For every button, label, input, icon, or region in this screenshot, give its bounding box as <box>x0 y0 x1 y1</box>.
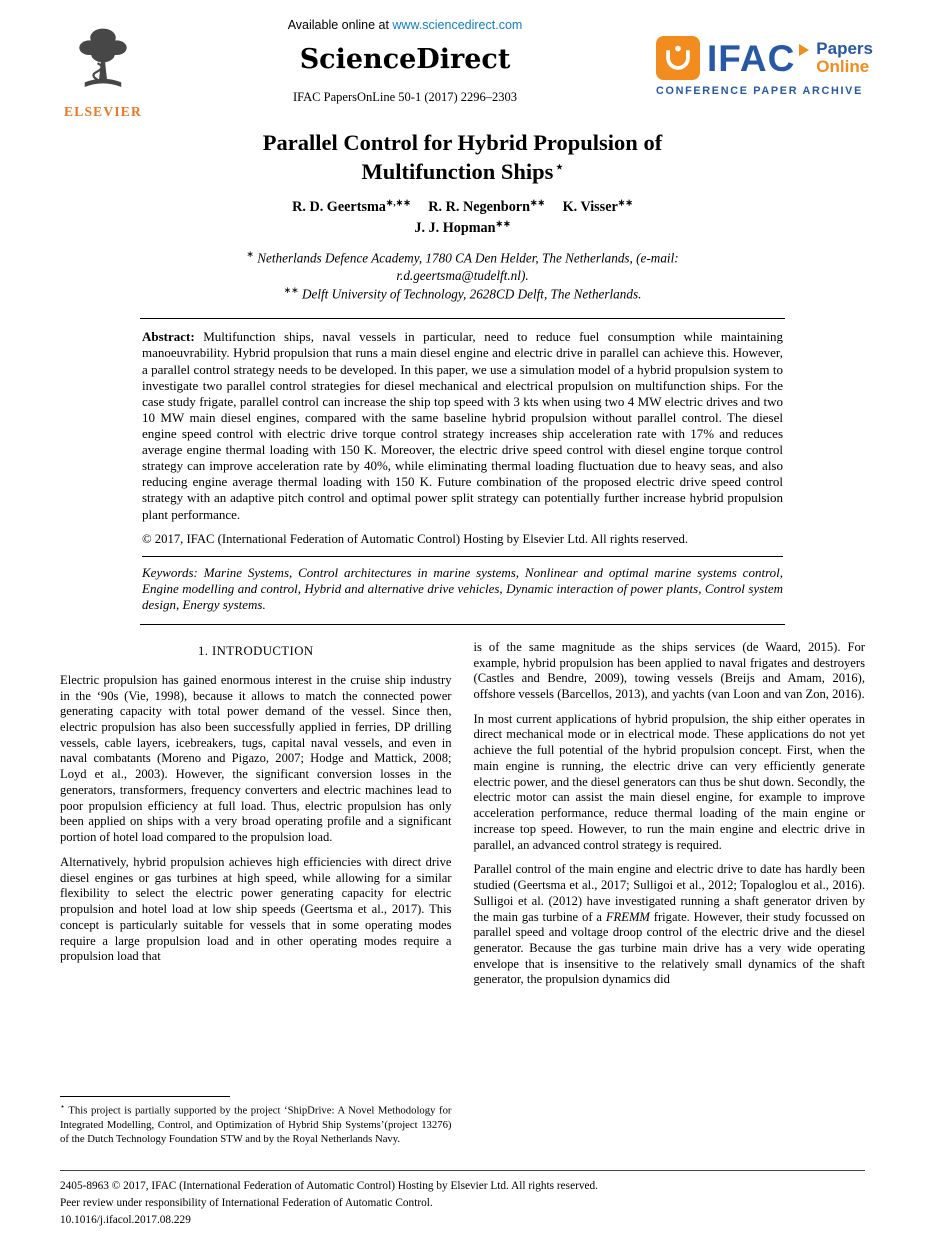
section-heading-introduction: 1. INTRODUCTION <box>198 643 314 658</box>
page-footer <box>60 1170 865 1229</box>
paragraph-text: frigate. However, their study focussed on parallel speed and voltage droop control of the electric drive and the diesel generator. Because the gas turbine main drive has a very wide operating envelope that is insensitive to the relatively small dynamics of the shaft generator, the propulsion dynamics did <box>473 909 866 987</box>
affiliation-text: Netherlands Defence Academy, 1780 CA Den Helder, The Netherlands, (e-mail: r.d.geertsma@tudelft.nl). <box>253 250 679 284</box>
footnote-rule <box>60 1096 230 1097</box>
journal-citation: IFAC PapersOnLine 50-1 (2017) 2296–2303 <box>292 90 518 104</box>
ifac-tagline: CONFERENCE PAPER ARCHIVE <box>656 85 863 97</box>
author-affil-marker: ∗,∗∗ <box>385 197 411 208</box>
paragraph <box>474 862 866 988</box>
paragraph: is of the same magnitude as the ships services (de Waard, 2015). For example, hybrid propulsion has been applied to naval frigates and destroyers (Castles and Bendre, 2009), towing vessels (Breijs and Amam, 2016), offshore vessels (Barcellos, 2013), and yachts (van Loon and van Zon, 2016). <box>473 639 865 701</box>
title-line-1: Parallel Control for Hybrid Propulsion of <box>262 130 663 155</box>
abstract-paragraph <box>142 329 783 522</box>
available-online-line <box>145 18 665 32</box>
ifac-arrow-icon <box>799 44 809 56</box>
header-center <box>145 18 665 105</box>
abstract-text: Multifunction ships, naval vessels in particular, need to reduce fuel consumption while maintaining manoeuvrability. Hybrid propulsion that runs a main diesel engine and electric drive in parallel can achieve this. However, a parallel control strategy needs to be developed. In this paper, we use a simulation model of a hybrid propulsion system to investigate two parallel control strategies for diesel mechanical and electrical propulsion on multifunction ships. For the case study frigate, parallel control can increase the ship top speed with 3 kts when using two 4 MW electric drives and two 10 MW main diesel engines, compared with the same baseline hybrid propulsion without parallel control. The diesel engine speed control with electric drive torque control strategy increases ship acceleration rate with 17% and reduces average engine thermal loading with 150 K. Moreover, the electric drive speed control with diesel engine torque control strategy can improve acceleration rate by 40%, while eliminating thermal loading fluctuation due to heavy seas, and also reducing engine average thermal loading with 150 K. Future combination of the proposed electric drive speed control strategy with an adaptive pitch control and optimal power split strategy can potentially further increase hybrid propulsion plant performance. <box>142 329 783 522</box>
footer-doi: 10.1016/j.ifacol.2017.08.229 <box>60 1213 191 1226</box>
affiliation-line <box>60 285 865 303</box>
footer-issn-copyright: 2405-8963 © 2017, IFAC (International Federation of Automatic Control) Hosting by Elsevier Ltd. All rights reserved. <box>60 1180 598 1192</box>
affiliation-line <box>233 249 693 284</box>
affiliation-marker: ∗∗ <box>283 284 299 295</box>
keywords-label: Keywords: <box>142 564 198 580</box>
paragraph-text: Parallel control of the main engine and electric drive to date has hardly been studied (Geertsma et al., 2017; Sulligoi et al., 2012; Topaloglou et al., 2016). Sulligoi et al. (2012) have investigated running a shaft generator driven by the main gas turbine of a <box>473 862 865 924</box>
title-footnote <box>60 1096 452 1146</box>
two-column-body <box>60 640 865 1146</box>
author-name: R. R. Negenborn <box>428 199 530 216</box>
left-column <box>60 640 452 1146</box>
author-affil-marker: ∗∗ <box>495 218 511 229</box>
author <box>428 199 545 215</box>
abstract-divider-rule <box>142 556 783 557</box>
paper-title <box>60 128 865 187</box>
sciencedirect-wordmark: ScienceDirect <box>299 44 511 75</box>
author <box>563 199 633 215</box>
paragraph: Electric propulsion has gained enormous interest in the cruise ship industry in the ‘90s (Vie, 1998), because it allows to match the connected power generating capacity with total power demand of the vessel. Since then, electric propulsion has also been successfully applied in ferries, DP drilling vessels, cable layers, icebreakers, tugs, capital naval vessels, and even in naval combatants (Moreno and Pigazo, 2007; Hodge and Mattick, 2008; Loyd et al., 2003). However, the significant conversion losses in the generators, transformers, frequency converters and electric machines lead to poor propulsion efficiency at full load. Thus, electric propulsion has only been applied on ships with a very broad operating profile and a significant portion of hotel load compared to the propulsion load. <box>60 672 452 845</box>
author-name: J. J. Hopman <box>414 220 496 237</box>
author <box>414 220 510 236</box>
author-line-2 <box>60 217 865 238</box>
affiliation-marker: ∗ <box>246 249 254 260</box>
author-name: K. Visser <box>562 199 618 216</box>
elsevier-tree-icon <box>71 24 135 97</box>
title-footnote-marker: ⋆ <box>555 158 564 174</box>
footnote-paragraph <box>60 1102 452 1146</box>
footnote-marker: ⋆ <box>60 1101 66 1111</box>
affiliation-text: Delft University of Technology, 2628CD Delft, The Netherlands. <box>298 285 642 301</box>
footer-peer-review: Peer review under responsibility of International Federation of Automatic Control. <box>60 1196 433 1209</box>
footnote-text: This project is partially supported by the project ‘ShipDrive: A Novel Methodology for Integrated Modelling, Control, and Optimization of Hybrid Ship Systems’(project 13276) of the Dutch Technology Foundation STW and by the Royal Netherlands Navy. <box>60 1104 452 1145</box>
ifac-wordmark: IFAC <box>707 37 796 79</box>
keywords-text: Marine Systems, Control architectures in marine systems, Nonlinear and optimal marine systems control, Engine modelling and control, Hybrid and alternative drive vehicles, Dynamic interaction of power plants, Control system design, Energy systems. <box>142 564 784 613</box>
right-column <box>474 640 866 1146</box>
abstract-label: Abstract: <box>142 329 195 345</box>
paragraph: In most current applications of hybrid propulsion, the ship either operates in direct mechanical mode or in electrical mode. These applications do not yet achieve the full potential of the hybrid propulsion concept. First, when the main engine is running, the electric drive can very efficiently generate electric power, and the diesel generators can thus be shut down. Secondly, the electric motor can assist the main diesel engine, for example to improve acceleration performance, reduce thermal loading of the main engine or increase top speed. However, to run the main engine and electric drive in parallel, an advanced control strategy is required. <box>473 711 865 852</box>
ifac-papers-label: Papers <box>816 39 873 59</box>
keywords-paragraph <box>142 565 783 614</box>
ifac-badge-icon <box>656 36 700 80</box>
available-online-text: Available online at <box>287 18 389 32</box>
author-list <box>60 197 865 239</box>
abstract-section <box>140 318 785 624</box>
ifac-online-label: Online <box>816 57 870 76</box>
copyright-notice: © 2017, IFAC (International Federation of Automatic Control) Hosting by Elsevier Ltd. All rights reserved. <box>142 531 689 546</box>
author-affil-marker: ∗∗ <box>617 197 633 208</box>
elsevier-wordmark: ELSEVIER <box>64 104 142 119</box>
title-line-2: Multifunction Ships <box>361 159 554 185</box>
author-line-1 <box>60 197 865 218</box>
affiliations <box>60 249 865 302</box>
author-name: R. D. Geertsma <box>292 199 386 216</box>
author <box>292 199 411 215</box>
sciencedirect-link[interactable]: www.sciencedirect.com <box>392 18 523 32</box>
ifac-papersonline-logo <box>656 36 873 97</box>
paragraph: Alternatively, hybrid propulsion achieves high efficiencies with direct drive diesel engines or gas turbines at high speed, while allowing for a similar flexibility to select the electric power generating capacity for electric propulsion and hotel load at low ship speeds (Geertsma et al., 2017). This concept is particularly suitable for vessels that in some operating modes require a large propulsion load and in other operating modes require a propulsion load that <box>60 854 452 964</box>
elsevier-logo <box>56 24 150 120</box>
ship-class-name: FREMM <box>605 909 650 924</box>
author-affil-marker: ∗∗ <box>529 197 546 208</box>
